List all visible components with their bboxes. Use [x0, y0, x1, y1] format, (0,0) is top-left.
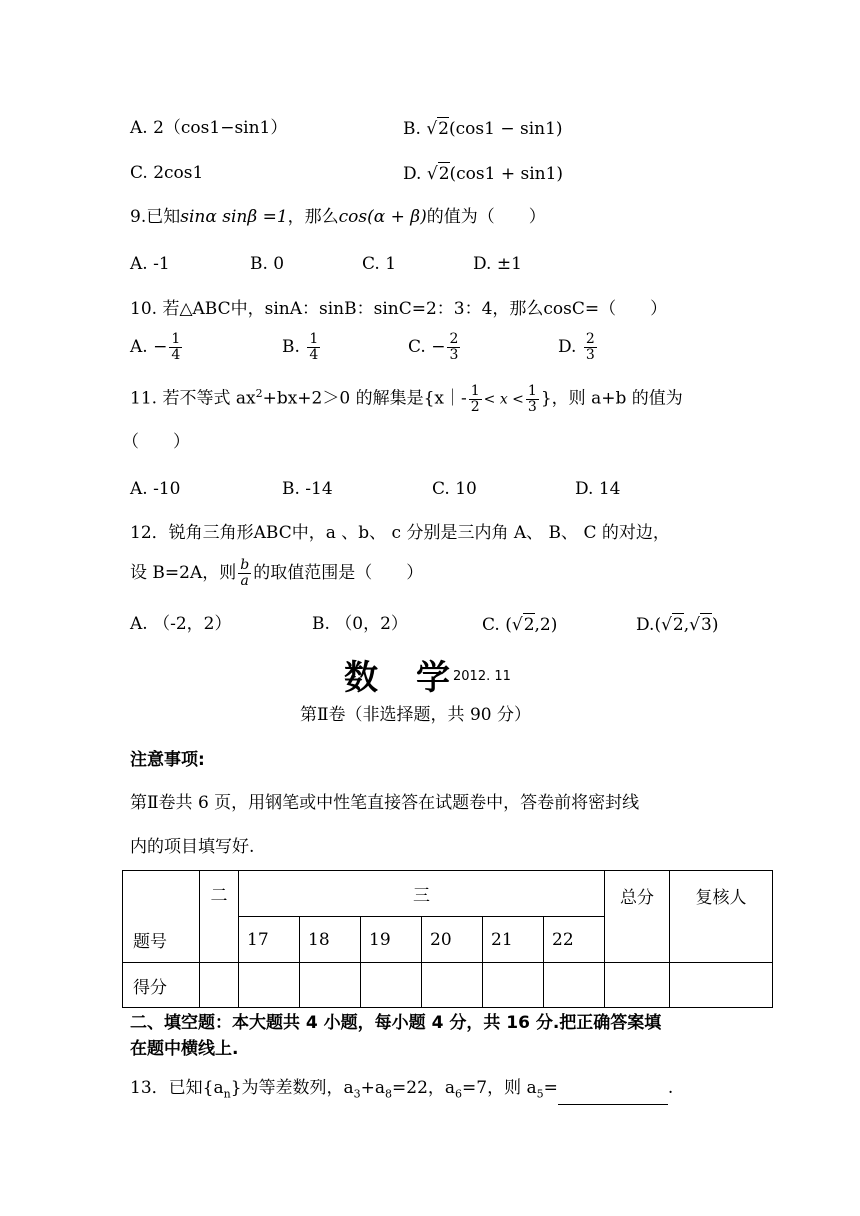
score-table: [122, 870, 773, 1008]
score-cell[interactable]: [300, 963, 361, 1008]
sqrt-radicand: 2: [523, 615, 535, 635]
question-number: 21: [483, 917, 544, 963]
col-header-total: 总分: [605, 871, 670, 963]
q12-option-a: A. （-2，2）: [130, 614, 232, 634]
reviewer-cell[interactable]: [670, 963, 773, 1008]
q11-option-c: C. 10: [432, 479, 477, 499]
score-cell[interactable]: [544, 963, 605, 1008]
section2-line-2: 在题中横线上.: [130, 1039, 239, 1059]
fraction: $\frac{1}{4}$: [309, 331, 319, 363]
q11-option-b: B. -14: [282, 479, 333, 499]
q11-option-d: D. 14: [575, 479, 621, 499]
section2-line-1: 二、填空题：本大题共 4 小题，每小题 4 分，共 16 分.把正确答案填: [130, 1013, 662, 1033]
notice-line-1: 第Ⅱ卷共 6 页，用钢笔或中性笔直接答在试题卷中，答卷前将密封线: [130, 793, 640, 813]
sqrt-radicand: 2: [438, 119, 449, 139]
q12-stem-line2: 设 B=2A，则 $\frac{b}{a}$ 的取值范围是（ ）: [130, 557, 424, 589]
q11-stem: 11. 若不等式 $ax^2+bx+2>0$ 的解集是{x｜- $\frac{1}{2}$ < x < $\frac{1}{3}$ }，则 a+b 的值为: [130, 382, 683, 415]
answer-blank[interactable]: [558, 1088, 668, 1105]
question-number: 20: [422, 917, 483, 963]
exam-date: 2012. 11: [453, 669, 511, 684]
notice-line-2: 内的项目填写好.: [130, 837, 255, 857]
q12-option-c: C. (√2,2): [482, 615, 558, 635]
score-cell[interactable]: [200, 963, 239, 1008]
fraction: $\frac{b}{a}$: [240, 557, 250, 589]
q12-option-b: B. （0，2）: [312, 614, 408, 634]
score-cell[interactable]: [422, 963, 483, 1008]
q9-stem: 9.已知sinα sinβ =1，那么cos(α + β)的值为（ ）: [130, 207, 546, 227]
col-header-two: 二: [200, 871, 239, 963]
q9-option-d: D. ±1: [473, 254, 522, 274]
col-header-reviewer: 复核人: [670, 871, 773, 963]
question-number: 19: [361, 917, 422, 963]
fraction: $\frac{2}{3}$: [449, 331, 459, 363]
q11-option-a: A. -10: [130, 479, 181, 499]
q8-option-b: B. √2(cos1 − sin1): [403, 119, 563, 139]
fraction: $\frac{1}{2}$: [470, 382, 480, 415]
row-label-score: 得分: [123, 963, 200, 1008]
q9-option-c: C. 1: [362, 254, 397, 274]
sqrt-radicand: 2: [438, 164, 450, 184]
score-cell[interactable]: [361, 963, 422, 1008]
fraction: $\frac{1}{3}$: [527, 382, 537, 415]
q10-option-b: B. $\frac{1}{4}$: [282, 331, 319, 363]
fraction: $\frac{2}{3}$: [585, 331, 595, 363]
q8-option-a: A. 2（cos1−sin1）: [130, 118, 288, 138]
notice-heading: 注意事项:: [130, 750, 205, 770]
q8-option-d: D. √2(cos1 + sin1): [403, 164, 564, 184]
q10-option-d: D. $\frac{2}{3}$: [558, 331, 595, 363]
q10-option-a: A. − $\frac{1}{4}$: [130, 331, 181, 363]
question-number: 18: [300, 917, 361, 963]
sqrt-radicand: 2: [672, 615, 684, 635]
col-header-three: 三: [239, 871, 605, 917]
question-number: 22: [544, 917, 605, 963]
q10-option-c: C. − $\frac{2}{3}$: [408, 331, 459, 363]
q10-stem: 10. 若△ABC中，sinA：sinB：sinC=2：3：4，那么cosC=（ ）: [130, 299, 668, 319]
page-title: 数 学: [344, 658, 452, 698]
row-label-number: 题号: [123, 871, 200, 963]
paper-subtitle: 第Ⅱ卷（非选择题，共 90 分）: [300, 705, 531, 725]
question-number: 17: [239, 917, 300, 963]
q11-answer-paren: （ ）: [122, 432, 190, 452]
q9-option-b: B. 0: [250, 254, 285, 274]
fraction: $\frac{1}{4}$: [171, 331, 181, 363]
total-cell[interactable]: [605, 963, 670, 1008]
q12-stem-line1: 12．锐角三角形ABC中，a 、b、 c 分别是三内角 A、 B、 C 的对边，: [130, 523, 670, 543]
q8-option-c: C. 2cos1: [130, 163, 204, 183]
q13-stem: 13．已知$\{a_n\}$为等差数列，$a_3+a_8=22$，$a_6=7$，则 $a_5=$ .: [130, 1077, 673, 1105]
q9-option-a: A. -1: [130, 254, 170, 274]
score-cell[interactable]: [483, 963, 544, 1008]
q12-option-d: D.(√2,√3): [636, 615, 719, 635]
score-cell[interactable]: [239, 963, 300, 1008]
sqrt-radicand: 3: [701, 615, 712, 635]
